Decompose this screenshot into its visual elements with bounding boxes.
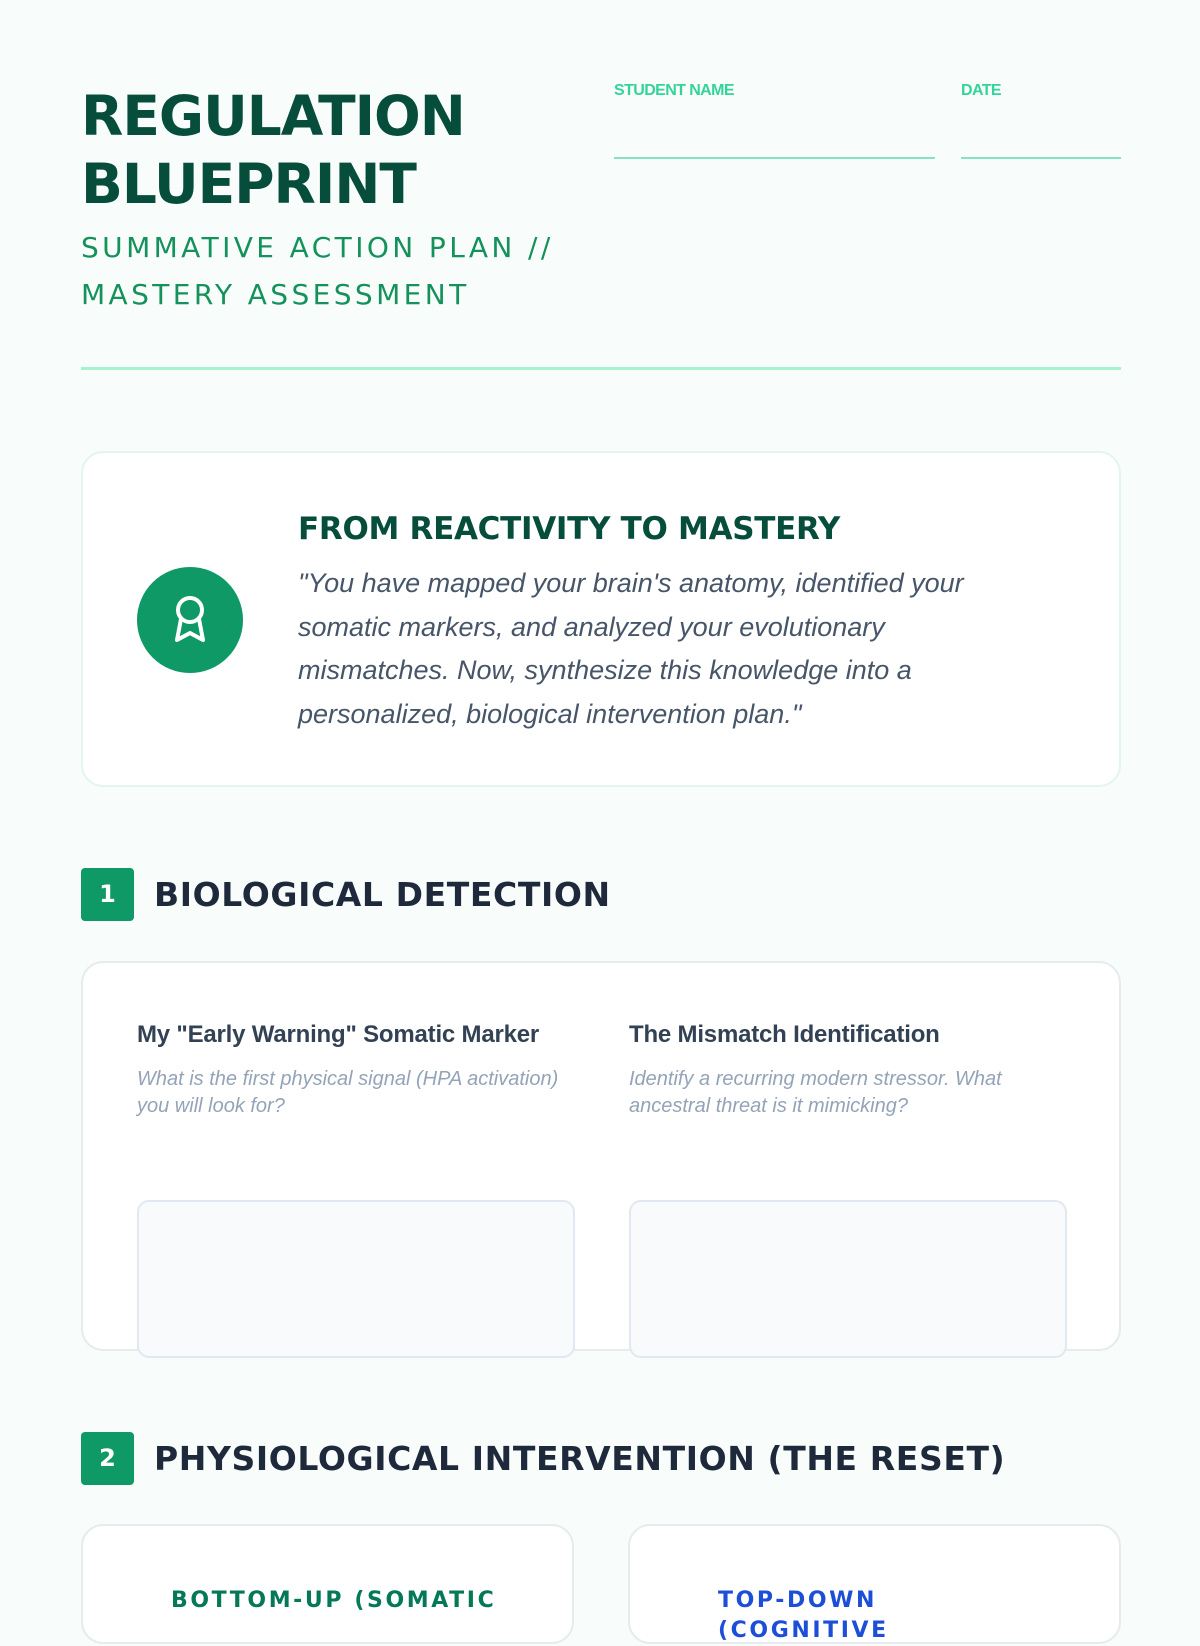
field-hint: What is the first physical signal (HPA activation) you will look for?: [137, 1068, 559, 1117]
mismatch-field: [629, 1020, 1067, 1120]
card-title: TOP-DOWN (COGNITIVE: [718, 1588, 889, 1643]
section-number: 1: [81, 868, 134, 921]
award-ribbon-icon: [170, 594, 210, 646]
card-title: BOTTOM-UP (SOMATIC: [171, 1588, 497, 1613]
section-1-header: [81, 868, 1121, 921]
section-2-header: [81, 1432, 1121, 1485]
page-title: [81, 82, 601, 218]
mismatch-input[interactable]: [629, 1200, 1067, 1358]
title-line-2: BLUEPRINT: [81, 152, 416, 216]
detection-card: [81, 961, 1121, 1351]
bottom-up-card: [81, 1524, 574, 1644]
student-name-field[interactable]: [614, 82, 935, 159]
subtitle-line-2: MASTERY ASSESSMENT: [81, 278, 470, 311]
student-name-label: STUDENT NAME: [614, 82, 734, 99]
field-hint: Identify a recurring modern stressor. What ancestral threat is it mimicking?: [629, 1068, 1002, 1117]
title-line-1: REGULATION: [81, 84, 465, 148]
intro-heading: FROM REACTIVITY TO MASTERY: [298, 511, 841, 547]
subtitle-line-1: SUMMATIVE ACTION PLAN //: [81, 231, 554, 264]
intro-quote: "You have mapped your brain's anatomy, identified your somatic markers, and analyzed your evolutionary mismatches. Now, synthesize this knowledge into a personalized, biological intervention plan.": [298, 568, 964, 729]
section-title: PHYSIOLOGICAL INTERVENTION (THE RESET): [154, 1439, 1006, 1478]
top-down-card: [628, 1524, 1121, 1644]
field-label: My "Early Warning" Somatic Marker: [137, 1021, 540, 1048]
intro-card: [81, 451, 1121, 787]
page-subtitle: [81, 224, 601, 318]
somatic-marker-field: [137, 1020, 575, 1120]
award-badge: [137, 567, 243, 673]
somatic-marker-input[interactable]: [137, 1200, 575, 1358]
date-field[interactable]: [961, 82, 1121, 159]
header-divider: [81, 367, 1121, 370]
field-label: The Mismatch Identification: [629, 1021, 940, 1048]
section-number: 2: [81, 1432, 134, 1485]
section-title: BIOLOGICAL DETECTION: [154, 875, 611, 914]
date-label: DATE: [961, 82, 1001, 99]
